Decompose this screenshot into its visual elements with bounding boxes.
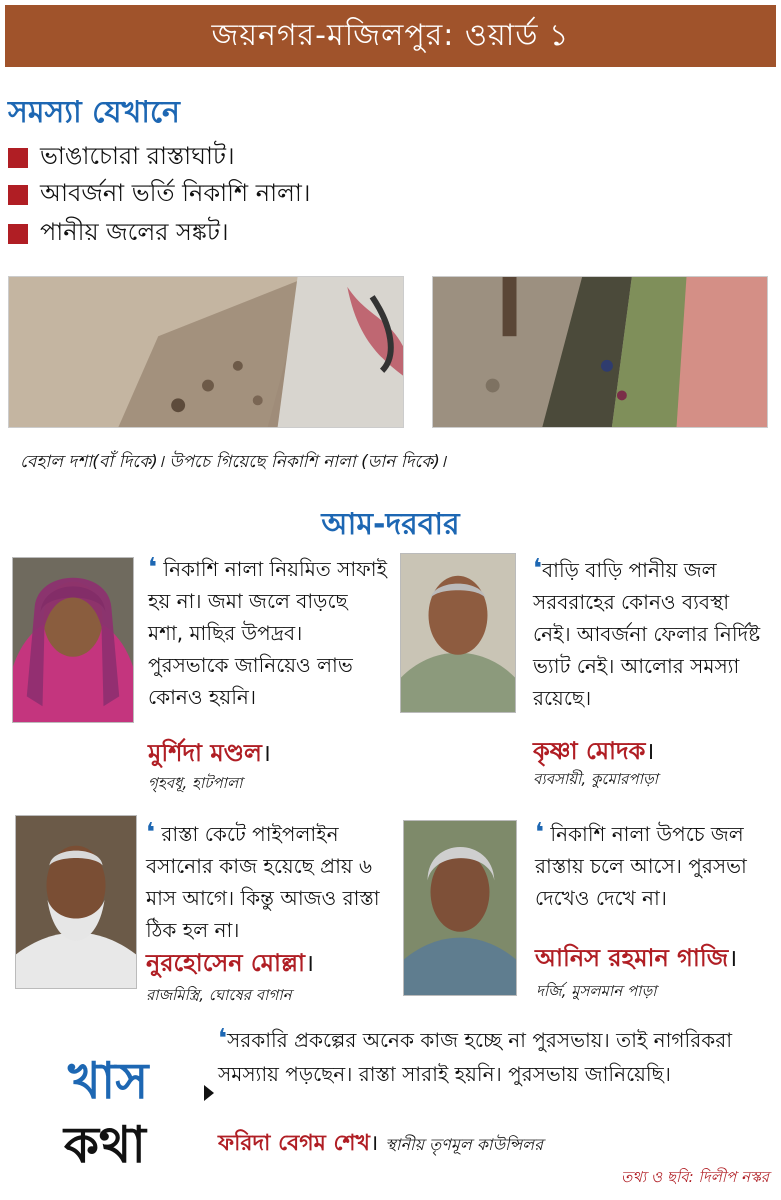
katha-title: কথা <box>64 1116 146 1174</box>
quote <box>146 817 390 946</box>
person-name-text: আনিস রহমান গাজি <box>535 944 729 972</box>
person-role: গৃহবধূ, হাটপালা <box>148 774 243 792</box>
person-role: দর্জি, মুসলমান পাড়া <box>536 982 657 1000</box>
problem-text: পানীয় জলের সঙ্কট। <box>40 218 229 246</box>
bullet-square-icon <box>8 224 28 244</box>
quote <box>535 817 775 914</box>
person-role: রাজমিস্ত্রি, ঘোষের বাগান <box>146 986 292 1004</box>
quote-text: নিকাশি নালা নিয়মিত সাফাই হয় না। জমা জলে বাড়ছে মশা, মাছির উপদ্রব। পুরসভাকে জানিয়েও লাভ কোনও হয়নি। <box>148 557 387 709</box>
quote-mark-icon: ❛ <box>146 818 156 848</box>
khas-quote-text: সরকারি প্রকল্পের অনেক কাজ হচ্ছে না পুরসভায়। তাই নাগরিকরা সমস্যায় পড়ছেন। রাস্তা সারাই হয়নি। পুরসভায় জানিয়েছি। <box>218 1028 733 1086</box>
problem-item <box>8 175 310 215</box>
person-name-text: নুরহোসেন মোল্লা <box>146 949 305 977</box>
drain-photo <box>432 276 768 428</box>
problem-text: আবর্জনা ভর্তি নিকাশি নালা। <box>40 179 311 207</box>
person-role: ব্যবসায়ী, কুমোরপাড়া <box>533 770 659 788</box>
quote-mark-icon: ❛ <box>533 554 543 584</box>
bullet-square-icon <box>8 185 28 205</box>
person-name-text: কৃষ্ণা মোদক <box>533 737 646 765</box>
problem-text: ভাঙাচোরা রাস্তাঘাট। <box>40 142 235 170</box>
quote <box>533 553 773 714</box>
person-name: মুর্শিদা মণ্ডল। <box>148 739 271 767</box>
problem-item <box>8 214 229 254</box>
quote-text: রাস্তা কেটে পাইপলাইন বসানোর কাজ হয়েছে প্রায় ৬ মাস আগে। কিন্তু আজও রাস্তা ঠিক হল না। <box>146 822 380 942</box>
problems-heading: সমস্যা যেখানে <box>8 95 180 130</box>
quote <box>148 552 388 713</box>
page-title: জয়নগর-মজিলপুর: ওয়ার্ড ১ <box>211 17 570 53</box>
person-name: আনিস রহমান গাজি। <box>535 944 738 972</box>
header-banner <box>5 5 776 67</box>
broken-road-photo <box>8 276 404 428</box>
problem-item <box>8 138 235 178</box>
pointer-arrow-icon <box>204 1085 214 1101</box>
quote-mark-icon: ❛ <box>535 818 545 848</box>
photo-credit: তথ্য ও ছবি: দিলীপ নস্কর <box>620 1168 769 1186</box>
khas-quote <box>218 1022 774 1091</box>
quote-mark-icon: ❛ <box>218 1024 228 1054</box>
person-name: নুরহোসেন মোল্লা। <box>146 949 315 977</box>
quote-text: বাড়ি বাড়ি পানীয় জল সরবরাহের কোনও ব্যবস্থা নেই। আবর্জনা ফেলার নির্দিষ্ট ভ্যাট নেই। আলোর সমস্যা রয়েছে। <box>533 558 761 710</box>
councillor-role: স্থানীয় তৃণমূল কাউন্সিলর <box>385 1135 543 1154</box>
person-name: কৃষ্ণা মোদক। <box>533 737 655 765</box>
quote-text: নিকাশি নালা উপচে জল রাস্তায় চলে আসে। পুরসভা দেখেও দেখে না। <box>535 822 747 910</box>
bullet-square-icon <box>8 148 28 168</box>
portrait-photo <box>15 815 137 989</box>
councillor-name-text: ফরিদা বেগম শেখ <box>218 1131 370 1156</box>
photo-caption: বেহাল দশা(বাঁ দিকে)। উপচে গিয়েছে নিকাশি নালা (ডান দিকে)। <box>20 452 446 472</box>
councillor-name: ফরিদা বেগম শেখ। স্থানীয় তৃণমূল কাউন্সিলর <box>218 1131 543 1156</box>
khas-title: খাস <box>68 1052 149 1110</box>
person-name-text: মুর্শিদা মণ্ডল <box>148 739 262 767</box>
portrait-photo <box>400 553 516 713</box>
portrait-photo <box>12 557 134 723</box>
quote-mark-icon: ❛ <box>148 553 158 583</box>
section-heading: আম-দরবার <box>321 507 460 542</box>
portrait-photo <box>403 820 517 996</box>
